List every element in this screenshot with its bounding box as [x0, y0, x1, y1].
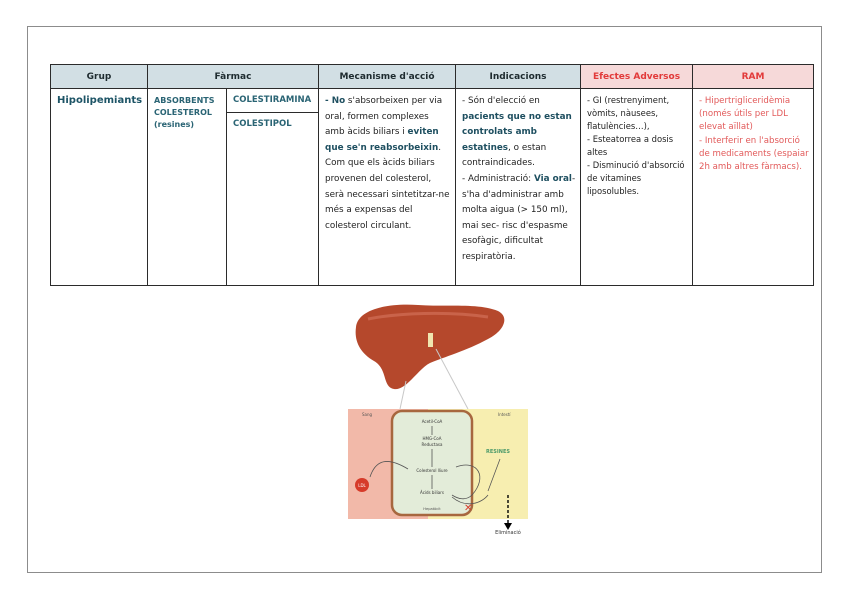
acetil-coa-label: Acetil-CoA [421, 419, 443, 424]
eliminacio-label: Eliminació [495, 530, 521, 534]
efecte-item-2: - Esteatorrea a dosis altes [587, 134, 674, 157]
indicacions-para-2 [462, 172, 576, 266]
indicacions-bold-1: pacients que no estan controlats amb estatines [462, 111, 572, 153]
table-header-row [51, 65, 814, 89]
mecanisme-bold-no: - No [325, 96, 346, 106]
cell-drug-colestipol: COLESTIPOL [227, 113, 319, 286]
cell-drug-group [148, 89, 227, 286]
drug-group-line1: ABSORBENTS [154, 96, 215, 105]
drug-group-line3: (resines) [154, 120, 195, 129]
header-grup: Grup [51, 65, 148, 89]
reductasa-label: Reductasa [421, 442, 443, 447]
header-efectes-adversos: Efectes Adversos [581, 65, 693, 89]
cell-mecanisme [319, 89, 456, 286]
efecte-item-3: - Disminució d'absorció de vitamines liposolubles. [587, 160, 685, 196]
cell-grup: Hipolipemiants [51, 89, 148, 286]
left-band-label: Sang [362, 412, 373, 417]
gallbladder [428, 333, 433, 347]
efecte-item-1: - GI (restrenyiment, vòmits, nàusees, flatulències…), [587, 95, 670, 131]
cell-drug-colestiramina: COLESTIRAMINA [227, 89, 319, 113]
indicacions-bold-2: Via oral [533, 173, 572, 184]
header-indicacions: Indicacions [456, 65, 581, 89]
header-farmac: Fàrmac [148, 65, 319, 89]
indicacions-text-2-end: - s'ha d'administrar amb molta aigua (> 150 ml), mai sec- risc d'espasme esofàgic, dificultat respiratòria. [462, 173, 576, 262]
acids-biliars-label: Àcids biliars [420, 490, 444, 495]
indicacions-text-1: - Són d'elecció en [462, 96, 540, 106]
indicacions-text-1-end: , o estan contraindicades. [462, 142, 547, 169]
hmg-coa-label: HMG-CoA [422, 436, 442, 441]
header-mecanisme: Mecanisme d'acció [319, 65, 456, 89]
indicacions-text-2: - Administració: [462, 173, 534, 184]
hepatocit-label: Hepatòcit [423, 507, 441, 511]
mecanisme-text-1: s'absorbeixen per via oral, formen complexes amb àcids biliars i [325, 96, 443, 138]
colesterol-label: Colesterol lliure [416, 468, 448, 473]
table-row [51, 89, 814, 113]
drug-group-line2: COLESTEROL [154, 108, 212, 117]
ldl-label: LDL [358, 483, 366, 488]
cell-efectes-adversos [581, 89, 693, 286]
document-page [27, 26, 822, 573]
cell-indicacions [456, 89, 581, 286]
zoom-line-right [436, 349, 468, 409]
drug-table [50, 64, 814, 286]
right-band-label: Intestí [498, 412, 511, 417]
liver-mechanism-figure [348, 299, 528, 534]
ram-item-2: - Interferir en l'absorció de medicaments (espaiar 2h amb altres fàrmacs). [699, 135, 809, 173]
indicacions-para-1 [462, 94, 576, 172]
cell-ram [693, 89, 814, 286]
header-ram: RAM [693, 65, 814, 89]
mecanisme-bold-2: eviten que se'n reabsorbeixin [325, 127, 439, 153]
block-x-icon: ✕ [464, 503, 473, 514]
mecanisme-text-2: . Com que els àcids biliars provenen del colesterol, serà necessari sintetitzar-ne més a expensas del colesterol circulant. [325, 142, 450, 231]
elimination-arrowhead [504, 523, 512, 530]
ram-item-1: - Hipertrigliceridèmia (només útils per LDL elevat aïllat) [699, 96, 791, 133]
resines-label: RESINES [486, 449, 510, 455]
